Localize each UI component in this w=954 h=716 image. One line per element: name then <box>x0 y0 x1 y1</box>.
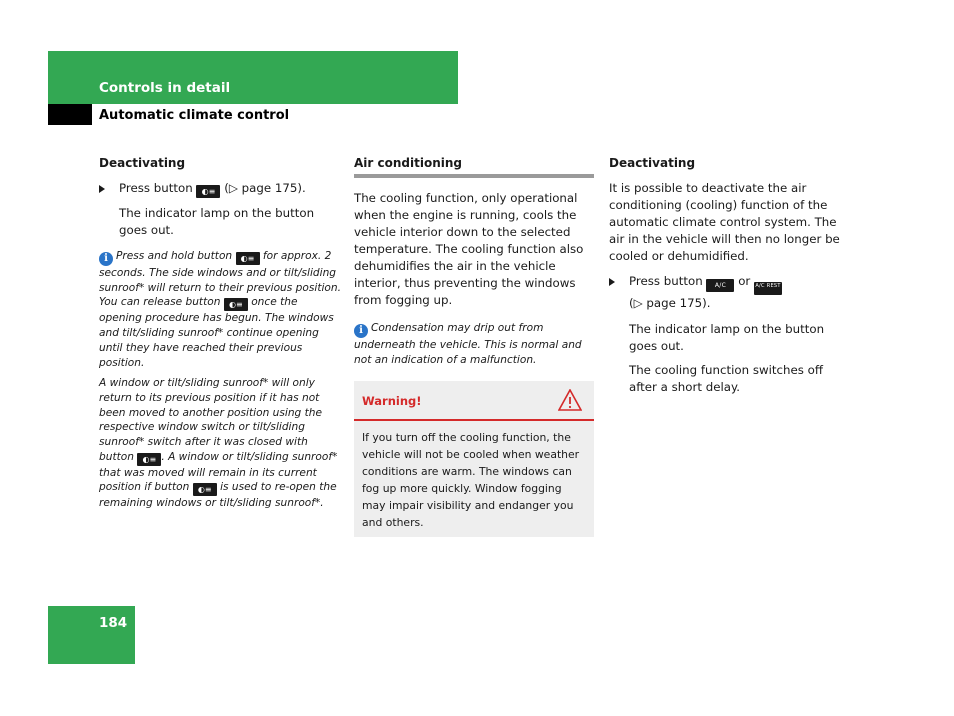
condensation-note: i Condensation may drip out from underneath the vehicle. This is normal and not an indication of a malfunction. <box>354 322 582 366</box>
heading-deactivating-ac: Deactivating <box>609 156 696 170</box>
column-left <box>99 155 341 511</box>
warning-body: If you turn off the cooling function, the vehicle will not be cooled when weather conditions are warm. The windows can fog up more quickly. Window fogging may impair visibility and endanger you and others. <box>362 431 580 530</box>
warning-title: Warning! <box>362 394 422 409</box>
info-note-2: A window or tilt/sliding sunroof* will only return to its previous position if it has not been moved to another position using the respective window switch or tilt/sliding sunroof* switch after it was closed with button ◐≡ . A window or tilt/sliding sunroof* that was moved will remain in its current position if button ◐≡ is used to re-open the remaining windows or tilt/sliding sunroof*. <box>99 376 341 511</box>
header-bar <box>48 51 458 104</box>
step-arrow-icon <box>609 278 615 286</box>
deactivate-paragraph: It is possible to deactivate the air conditioning (cooling) function of the automatic climate control system. The air in the vehicle will then no longer be cooled or dehumidified. <box>609 181 840 263</box>
info-icon: i <box>354 324 368 338</box>
subheader-marker <box>48 104 92 125</box>
ac-button-icon: A/C <box>706 279 734 292</box>
window-button-icon <box>224 298 248 311</box>
step-arrow-icon <box>99 185 105 193</box>
warning-triangle-icon <box>558 389 582 411</box>
column-middle <box>354 155 594 537</box>
info-icon: i <box>99 252 113 266</box>
page-number: 184 <box>99 615 128 631</box>
ac-paragraph: The cooling function, only operational when the engine is running, cools the vehicle interior down to the selected temperature. The cooling function also dehumidifies the air in the vehicle interior, thus preventing the windows from fogging up. <box>354 191 584 307</box>
window-button-icon <box>137 453 161 466</box>
ac-rest-button-icon: A/C REST <box>754 282 782 295</box>
step-press-ac-button: Press button A/C or A/C REST (▷ page 175). <box>609 273 849 312</box>
window-button-icon <box>196 185 220 198</box>
warning-header <box>354 381 594 421</box>
step-result: The indicator lamp on the button goes out. <box>119 206 315 237</box>
step-result-2: The cooling function switches off after a short delay. <box>629 363 823 394</box>
subsection-title: Automatic climate control <box>99 108 290 123</box>
step-result-1: The indicator lamp on the button goes out. <box>629 322 825 353</box>
heading-rule <box>354 174 594 178</box>
warning-box <box>354 381 594 537</box>
section-title: Controls in detail <box>99 80 231 96</box>
column-right <box>609 155 849 396</box>
window-button-icon <box>193 483 217 496</box>
info-note-1: i Press and hold button ◐≡ for approx. 2 seconds. The side windows and or tilt/sliding sunroof* will return to their previous position. You can release button ◐≡ once the opening procedure has begun. The windows and tilt/sliding sunroof* continue opening until they have reached their previous position. <box>99 249 341 370</box>
heading-air-conditioning: Air conditioning <box>354 156 462 170</box>
step-press-button: Press button ◐≡ (▷ page 175). <box>99 180 341 198</box>
window-button-icon <box>236 252 260 265</box>
heading-deactivating: Deactivating <box>99 156 186 170</box>
